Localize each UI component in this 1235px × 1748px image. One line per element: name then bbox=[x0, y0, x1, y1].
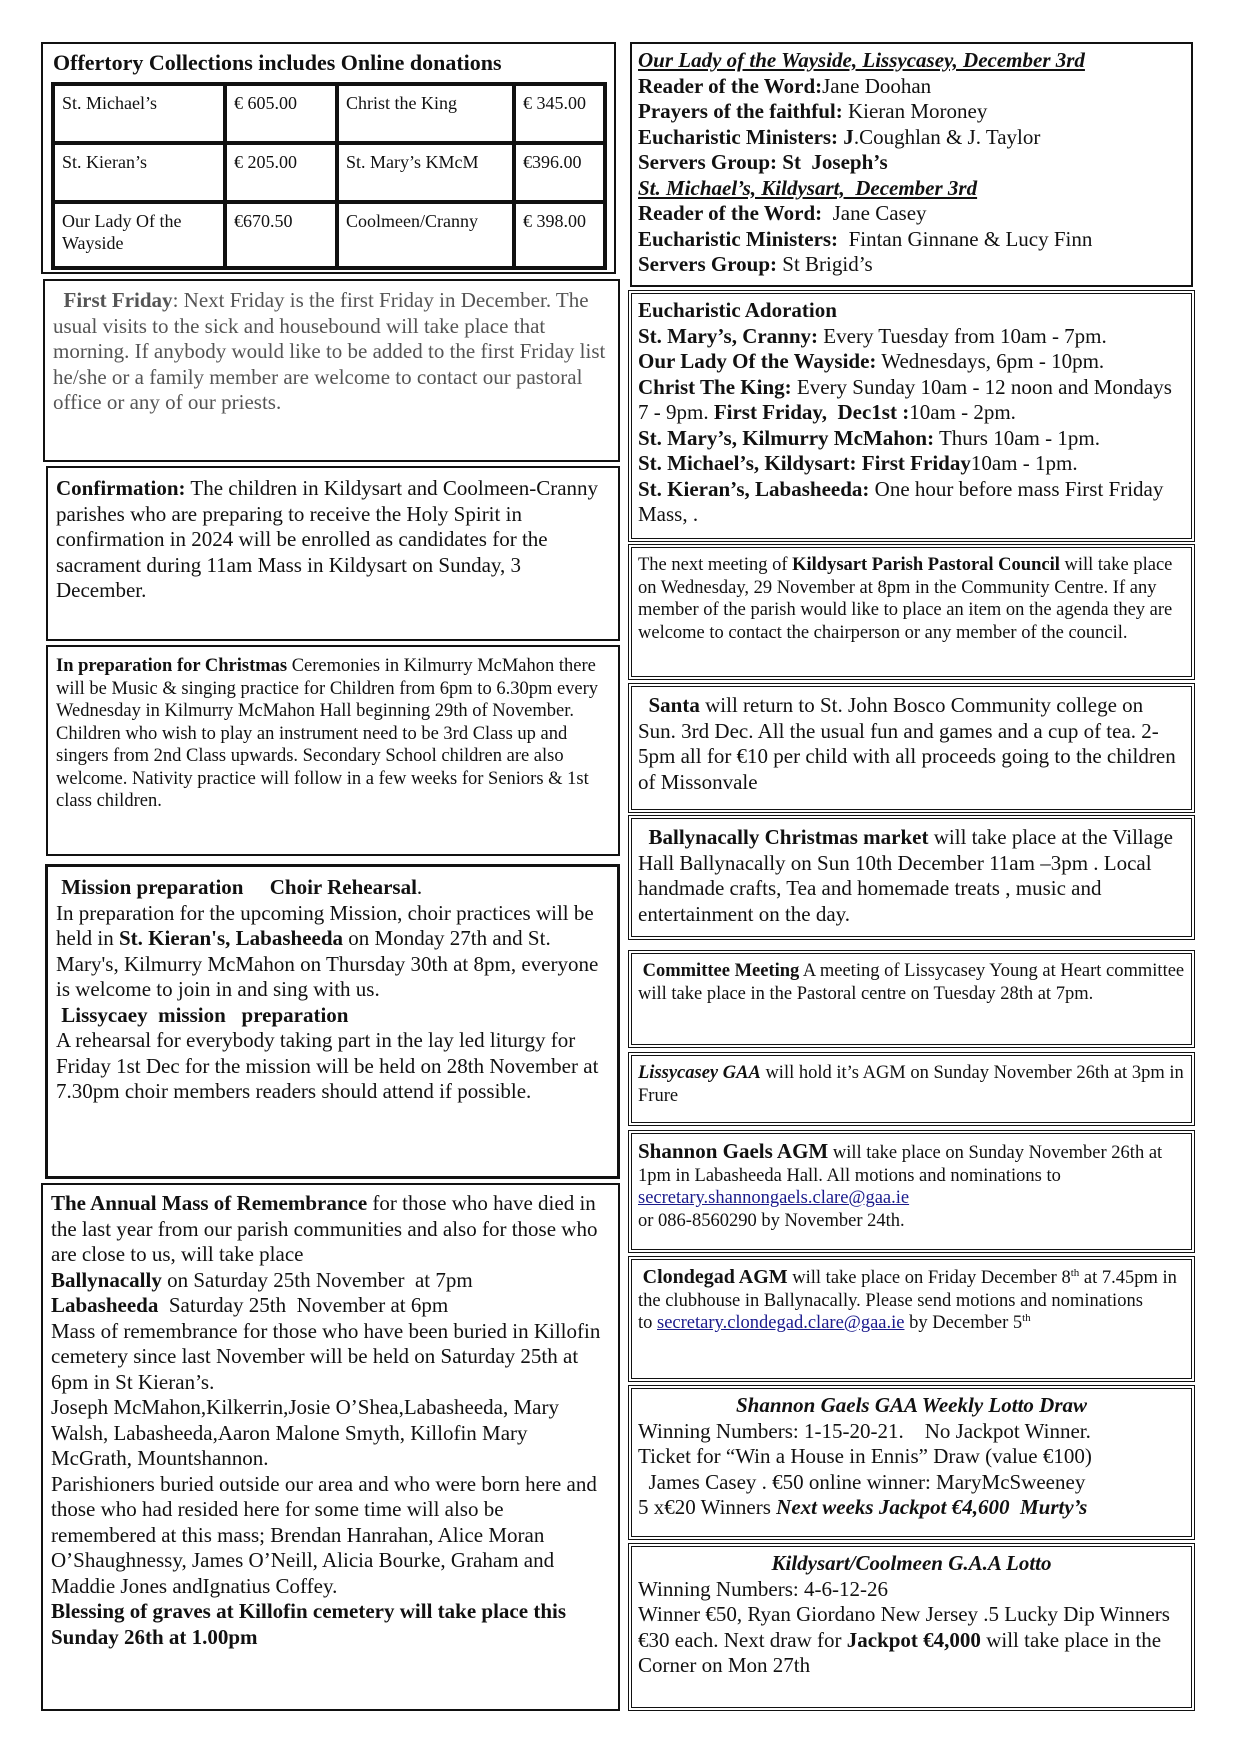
market-heading: Ballynacally Christmas market bbox=[648, 825, 929, 849]
shannon-gaels-lotto bbox=[628, 1385, 1195, 1540]
rota-label: Reader of the Word: bbox=[638, 73, 823, 98]
shannon-agm-body: will take place on Sunday November 26th at 1pm in Labasheeda Hall. All motions and nominations to bbox=[638, 1143, 1163, 1186]
killofin-mass-text: Mass of remembrance for those who have been buried in Killofin cemetery since last November will be held on Saturday 25th at 6pm in St Kieran’s. bbox=[51, 1318, 601, 1394]
clondegad-to: to bbox=[638, 1313, 658, 1333]
rota-row bbox=[638, 252, 1185, 278]
lissycasey-gaa-notice bbox=[628, 1052, 1195, 1126]
clondegad-tail: by December 5 bbox=[904, 1313, 1023, 1333]
adoration-label: St. Mary’s, Cranny: bbox=[638, 323, 819, 348]
adoration-label: St. Kieran’s, Labasheeda: bbox=[638, 476, 870, 501]
rota-label: Eucharistic Ministers: bbox=[638, 226, 839, 251]
clondegad-agm-notice bbox=[628, 1256, 1195, 1382]
kildysart-lotto-body: Winner €50, Ryan Giordano New Jersey .5 Lucky Dip Winners €30 each. Next draw for bbox=[638, 1602, 1170, 1652]
labasheeda-location: Labasheeda bbox=[51, 1293, 159, 1317]
table-row bbox=[53, 143, 605, 202]
shannon-lotto-numbers: Winning Numbers: 1-15-20-21. No Jackpot Winner. bbox=[638, 1418, 1091, 1443]
clondegad-email-link[interactable]: secretary.clondegad.clare@gaa.ie bbox=[657, 1313, 905, 1333]
pastoral-council-notice bbox=[628, 544, 1195, 680]
clondegad-heading: Clondegad AGM bbox=[642, 1266, 788, 1288]
adoration-heading: Eucharistic Adoration bbox=[638, 298, 837, 322]
kildysart-lotto-jackpot: Jackpot €4,000 bbox=[846, 1627, 981, 1652]
lissycasey-rota-title: Our Lady of the Wayside, Lissycasey, December 3rd bbox=[638, 48, 1085, 72]
ballynacally-time: on Saturday 25th November at 7pm bbox=[161, 1267, 473, 1292]
christmas-preparation-notice bbox=[46, 645, 620, 856]
shannon-gaels-agm-notice bbox=[628, 1130, 1195, 1253]
adoration-label: St. Mary’s, Kilmurry McMahon: bbox=[638, 425, 935, 450]
rota-value: .Coughlan & J. Taylor bbox=[853, 124, 1041, 149]
rota-value: St Brigid’s bbox=[777, 252, 873, 276]
rota-row bbox=[638, 150, 1185, 176]
mission-preparation-notice bbox=[45, 864, 620, 1179]
committee-meeting-notice bbox=[628, 950, 1195, 1048]
adoration-item bbox=[638, 477, 1185, 528]
mission-body-location: St. Kieran's, Labasheeda bbox=[119, 926, 344, 950]
shannon-agm-tail: or 086-8560290 by November 24th. bbox=[638, 1210, 905, 1231]
committee-heading: Committee Meeting bbox=[642, 961, 800, 981]
first-friday-notice bbox=[43, 279, 620, 462]
lissycasey-gaa-body: will hold it’s AGM on Sunday November 26th at 3pm in Frure bbox=[638, 1063, 1184, 1106]
shannon-agm-heading: Shannon Gaels AGM bbox=[638, 1139, 829, 1163]
shannon-lotto-winners: 5 x€20 Winners bbox=[638, 1495, 777, 1519]
amount-cell: €670.50 bbox=[225, 202, 337, 268]
blessing-of-graves: Blessing of graves at Killofin cemetery will take place this Sunday 26th at 1.00pm bbox=[51, 1599, 567, 1649]
lissycasey-gaa-heading: Lissycasey GAA bbox=[638, 1063, 761, 1083]
adoration-item bbox=[638, 375, 1185, 426]
mission-body-a: In preparation for the upcoming Mission, choir practices will be held in bbox=[56, 900, 594, 950]
rota-value: Kieran Moroney bbox=[842, 99, 988, 123]
remembrance-intro: for those who have died in the last year from our parish communities and also for those who are close to us, will take place bbox=[51, 1191, 598, 1266]
ordinal-suffix: th bbox=[1022, 1311, 1031, 1324]
ballynacally-location: Ballynacally bbox=[51, 1267, 162, 1292]
amount-cell: € 605.00 bbox=[225, 84, 337, 143]
mission-heading: Mission preparation bbox=[61, 875, 244, 899]
rota-row bbox=[638, 74, 1185, 100]
confirmation-body: The children in Kildysart and Coolmeen-Cranny parishes who are preparing to receive the Holy Spirit in confirmation in 2024 will be enrolled as candidates for the sacrament during 11am Mass in Kildysart on Sunday, 3 December. bbox=[56, 476, 599, 602]
rota-label: Servers Group: bbox=[638, 252, 778, 276]
christmas-market-notice bbox=[628, 815, 1195, 940]
amount-cell: € 398.00 bbox=[514, 202, 605, 268]
christmas-prep-body: Ceremonies in Kilmurry McMahon there will be Music & singing practice for Children from 6pm to 6.30pm every Wednesday in Kilmurry McMahon Hall beginning 29th of November. Children who wish to play an instrument need to be 3rd Class up and singers from 2nd Class upwards. Secondary School children are also welcome. Nativity practice will follow in a few weeks for Seniors & 1st class children. bbox=[56, 656, 599, 811]
parish-cell: Our Lady Of the Wayside bbox=[53, 202, 225, 268]
first-friday-heading: First Friday bbox=[63, 288, 173, 312]
santa-notice bbox=[628, 683, 1195, 813]
remembered-outside-area: Parishioners buried outside our area and who were born here and those who had resided here for some time will also be remembered at this mass; Brendan Hanrahan, Alice Moran O’Shaughnessy, James O’Neill, Alicia Bourke, Graham and Maddie Jones andIgnatius Coffey. bbox=[51, 1471, 597, 1598]
pastoral-council-pre: The next meeting of bbox=[638, 555, 793, 575]
committee-body: A meeting of Lissycasey Young at Heart committee will take place in the Pastoral centre on Tuesday 28th at 7pm. bbox=[638, 961, 1185, 1004]
adoration-value: Thurs 10am - 1pm. bbox=[934, 425, 1100, 450]
adoration-label: Christ The King: bbox=[638, 374, 792, 399]
shannon-lotto-ticket: Ticket for “Win a House in Ennis” Draw (value €100) bbox=[638, 1444, 1092, 1468]
confirmation-heading: Confirmation: bbox=[56, 476, 186, 500]
pastoral-council-body: will take place on Wednesday, 29 November at 8pm in the Community Centre. If any member of the parish would like to place an item on the agenda they are welcome to contact the chairperson or any member of the council. bbox=[638, 555, 1173, 643]
ministry-rota bbox=[630, 42, 1193, 287]
adoration-item bbox=[638, 349, 1185, 375]
rota-value: Fintan Ginnane & Lucy Finn bbox=[838, 226, 1093, 251]
mission-body-b: on Monday 27th and St. Mary's, Kilmurry McMahon on Thursday 30th at 8pm, everyone is welcome to join in and sing with us. bbox=[56, 926, 599, 1001]
rota-row bbox=[638, 227, 1185, 253]
parish-cell: Coolmeen/Cranny bbox=[337, 202, 514, 268]
table-row bbox=[53, 84, 605, 143]
confirmation-notice bbox=[46, 466, 620, 641]
amount-cell: €396.00 bbox=[514, 143, 605, 202]
rota-label: Servers Group: St Joseph’s bbox=[638, 150, 888, 174]
adoration-item bbox=[638, 324, 1185, 350]
adoration-item bbox=[638, 426, 1185, 452]
offertory-box bbox=[41, 42, 616, 274]
shannon-lotto-online-winner: James Casey . €50 online winner: MaryMcSweeney bbox=[638, 1469, 1086, 1494]
labasheeda-time: Saturday 25th November at 6pm bbox=[158, 1293, 449, 1317]
clondegad-body: at 7.45pm in the clubhouse in Ballynacally. Please send motions and nominations bbox=[638, 1268, 1177, 1311]
kildysart-lotto-numbers: Winning Numbers: 4-6-12-26 bbox=[638, 1576, 888, 1601]
parish-cell: Christ the King bbox=[337, 84, 514, 143]
table-row bbox=[53, 202, 605, 268]
eucharistic-adoration bbox=[628, 290, 1195, 542]
pastoral-council-name: Kildysart Parish Pastoral Council bbox=[792, 555, 1060, 575]
adoration-label: Our Lady Of the Wayside: bbox=[638, 349, 877, 373]
remembrance-notice bbox=[41, 1183, 620, 1711]
parish-cell: St. Michael’s bbox=[53, 84, 225, 143]
amount-cell: € 345.00 bbox=[514, 84, 605, 143]
adoration-label: First Friday, Dec1st : bbox=[713, 400, 910, 424]
rota-row bbox=[638, 125, 1185, 151]
rota-value: Jane Doohan bbox=[822, 73, 932, 98]
adoration-value: 10am - 1pm. bbox=[970, 451, 1078, 475]
rota-value: Jane Casey bbox=[822, 201, 927, 225]
shannon-gaels-email-link[interactable]: secretary.shannongaels.clare@gaa.ie bbox=[638, 1188, 910, 1208]
remembrance-heading: The Annual Mass of Remembrance bbox=[51, 1191, 368, 1215]
kildysart-lotto-title: Kildysart/Coolmeen G.A.A Lotto bbox=[771, 1551, 1052, 1575]
adoration-label: St. Michael’s, Kildysart: First Friday bbox=[638, 451, 971, 475]
santa-body: will return to St. John Bosco Community college on Sun. 3rd Dec. All the usual fun and games and a cup of tea. 2-5pm all for €10 per child with all proceeds going to the children of Missonvale bbox=[638, 693, 1176, 794]
kildysart-coolmeen-lotto bbox=[628, 1543, 1195, 1711]
heading-period: . bbox=[416, 875, 423, 899]
first-friday-body: : Next Friday is the first Friday in December. The usual visits to the sick and housebound will take place that morning. If anybody would like to be added to the first Friday list he/she or a family member are welcome to contact our pastoral office or any of our priests. bbox=[53, 288, 606, 414]
ordinal-suffix: th bbox=[1070, 1266, 1080, 1279]
rota-row bbox=[638, 99, 1185, 125]
kildysart-lotto-tail: will take place in the Corner on Mon 27th bbox=[638, 1627, 1162, 1677]
adoration-value: One hour before mass First Friday Mass, . bbox=[638, 476, 1164, 526]
lissycasey-mission-body: A rehearsal for everybody taking part in the lay led liturgy for Friday 1st Dec for the mission will be held on 28th November at 7.30pm choir members readers should attend if possible. bbox=[56, 1028, 599, 1103]
adoration-value: Every Tuesday from 10am - 7pm. bbox=[818, 323, 1107, 348]
deceased-names: Joseph McMahon,Kilkerrin,Josie O’Shea,Labasheeda, Mary Walsh, Labasheeda,Aaron Malone Smyth, Killofin Mary McGrath, Mountshannon. bbox=[51, 1395, 559, 1470]
rota-label: Reader of the Word: bbox=[638, 201, 823, 225]
adoration-value: Every Sunday 10am - 12 noon and Mondays 7 - 9pm. bbox=[638, 374, 1172, 424]
offertory-title: Offertory Collections includes Online donations bbox=[53, 50, 502, 75]
rota-label: Eucharistic Ministers: J bbox=[638, 124, 854, 149]
parish-cell: St. Kieran’s bbox=[53, 143, 225, 202]
amount-cell: € 205.00 bbox=[225, 143, 337, 202]
parish-cell: St. Mary’s KMcM bbox=[337, 143, 514, 202]
shannon-lotto-title: Shannon Gaels GAA Weekly Lotto Draw bbox=[735, 1393, 1088, 1417]
clondegad-body: will take place on Friday December 8 bbox=[787, 1268, 1071, 1288]
rota-label: Prayers of the faithful: bbox=[638, 99, 843, 123]
kildysart-rota-title: St. Michael’s, Kildysart, December 3rd bbox=[638, 175, 978, 200]
adoration-value: Wednesdays, 6pm - 10pm. bbox=[876, 349, 1105, 373]
market-body: will take place at the Village Hall Ballynacally on Sun 10th December 11am –3pm . Local handmade crafts, Tea and homemade treats , music and entertainment on the day. bbox=[638, 825, 1173, 926]
choir-rehearsal-heading: Choir Rehearsal bbox=[269, 875, 417, 899]
rota-row bbox=[638, 201, 1185, 227]
adoration-value: 10am - 2pm. bbox=[909, 400, 1016, 424]
santa-heading: Santa bbox=[648, 693, 700, 717]
lissycasey-mission-heading: Lissycaey mission preparation bbox=[61, 1002, 349, 1027]
offertory-table bbox=[51, 82, 607, 270]
christmas-prep-heading: In preparation for Christmas bbox=[56, 656, 288, 676]
shannon-lotto-jackpot: Next weeks Jackpot €4,600 Murty’s bbox=[776, 1495, 1088, 1519]
adoration-item bbox=[638, 451, 1185, 477]
